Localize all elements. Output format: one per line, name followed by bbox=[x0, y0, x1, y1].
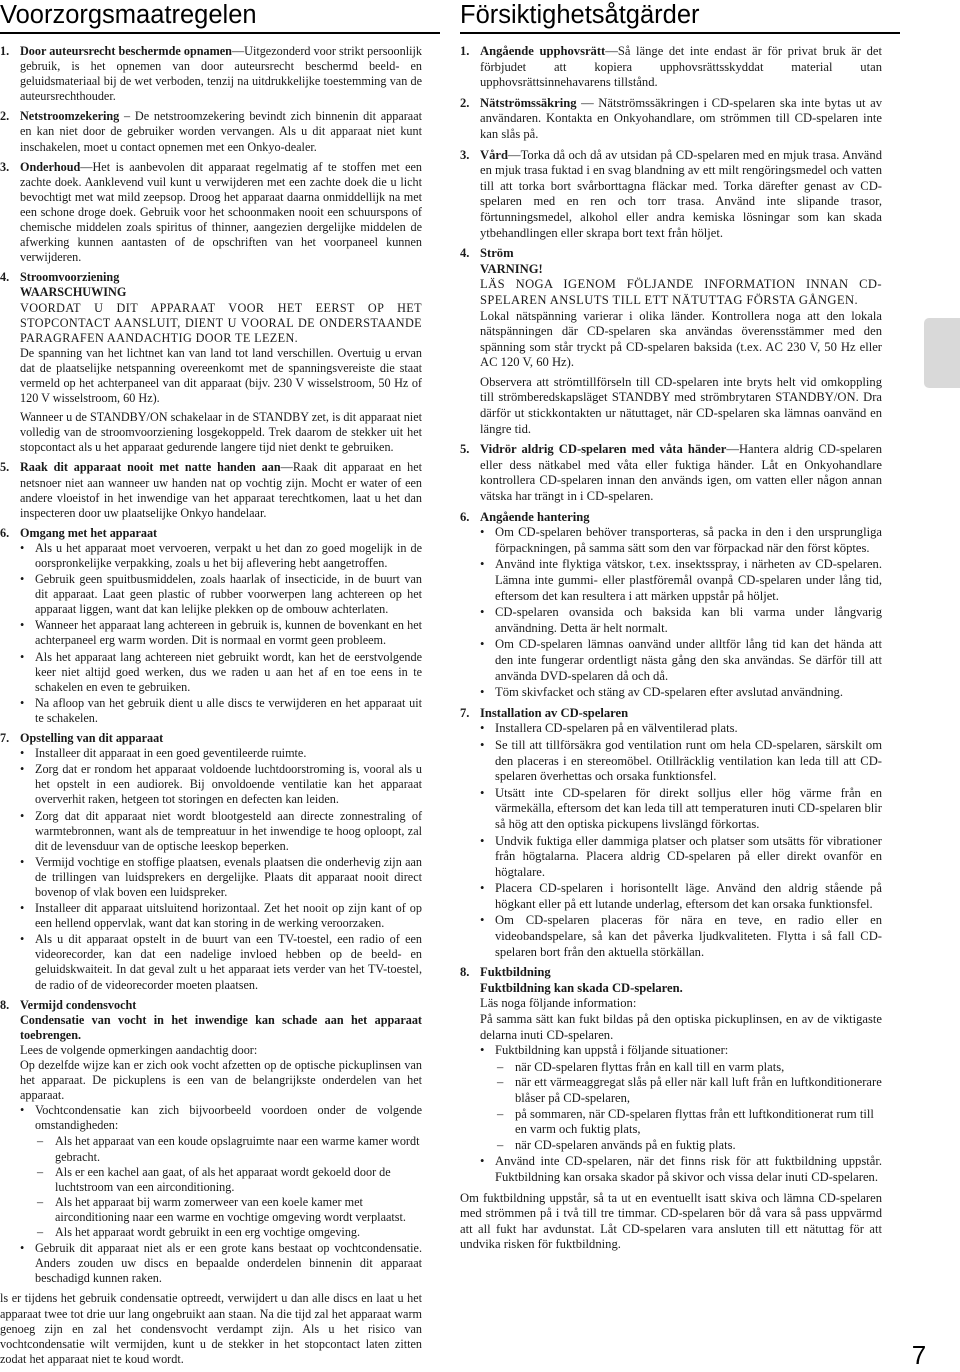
bullet-item: • Om CD-spelaren lämnas oanvänd under alltför lång tid kan det hända att den inte fungerar ordentligt nästa gång den ska användas. Se därför till att använda DVD-spelaren då och då. bbox=[480, 637, 882, 684]
section-paragraph: Lokal nätspänning varierar i olika länder. Kontrollera noga att den lokala nätspänningen där CD-spelaren ska användas överensstämmer med den spänning som står tryckt på CD-spelaren baksida (t.ex. AC 230 V, 50 Hz eller AC 120 V, 60 Hz). bbox=[480, 308, 882, 370]
bullet-item: • Zorg dat dit apparaat niet wordt blootgesteld aan directe zonnestraling of warmtebronnen, want als de tempreatuur in het inwendige te hoog oploopt, zal dit de levensduur van de optische leeskop beperken. bbox=[20, 809, 422, 854]
dash-item: – Als het apparaat bij warm zomerweer van een koele kamer met airconditioning naar een warme en vochtige omgeving wordt verplaatst. bbox=[35, 1195, 422, 1225]
section-number: 7. bbox=[460, 705, 470, 720]
section-3 bbox=[0, 160, 422, 266]
warning-title: VARNING! bbox=[480, 261, 543, 276]
dash-item: – på sommaren, när CD-spelaren flyttas från ett luftkonditionerat rum till en varm och fuktig plats, bbox=[495, 1107, 882, 1138]
section-title: Ström bbox=[480, 246, 514, 261]
section-title: Onderhoud bbox=[20, 159, 81, 174]
dash-item: – när ett värmeaggregat slås på eller när kall luft från en luftkonditionerare blåser på CD-spelaren, bbox=[495, 1075, 882, 1106]
section-number: 4. bbox=[0, 270, 10, 285]
section-title: Angående upphovsrätt bbox=[480, 44, 606, 58]
section-number: 2. bbox=[0, 109, 10, 124]
section-title: Nätströmssäkring bbox=[480, 95, 577, 110]
page-title-dutch: Voorzorgsmaatregelen bbox=[0, 1, 257, 29]
bullet-list bbox=[480, 721, 882, 960]
section-title: Vermijd condensvocht bbox=[20, 997, 137, 1012]
bullet-item: • Na afloop van het gebruik dient u alle discs te verwijderen en het apparaat uit te schakelen. bbox=[20, 696, 422, 726]
dash-item: – när CD-spelaren används på en fuktig plats. bbox=[495, 1138, 882, 1154]
bullet-list bbox=[480, 525, 882, 701]
bullet-item: • Töm skivfacket och stäng av CD-spelaren efter avslutad användning. bbox=[480, 685, 882, 701]
section-text: —Torka då och då av utsidan på CD-spelaren med en mjuk trasa. Använd en mjuk trasa fuktad i en svag blandning av ett milt rengöringsmedel och vatten till att torka bort svårborttagna fläckar med. Torka därefter genast av CD-spelaren med en ren och torr trasa. Använd inte slipande trasor, förtunningsmedel, alkohol eller andra kemiska lösningar som kan skada ytbehandlingen eller skrapa bort text från höljet. bbox=[480, 147, 882, 240]
intro-line: Läs noga följande information: bbox=[480, 996, 637, 1011]
bullet-item: • Placera CD-spelaren i horisontellt läge. Använd den aldrig stående på högkant eller på ett lutande underlag, eftersom det kan orsaka funktionsfel. bbox=[480, 881, 882, 912]
bullet-item: • Als u het apparaat moet vervoeren, verpakt u het dan zo goed mogelijk in de oorspronkelijke verpakking, zoals u het bij aflevering hebt aangetroffen. bbox=[20, 541, 422, 571]
section-7 bbox=[460, 706, 882, 961]
closing-paragraph: Om fuktbildning uppstår, så ta ut en eventuellt isatt skiva och lämna CD-spelaren med strömmen på i två till tre timmar. CD-spelaren bör då vara så pass uppvärmd att all fukt har avdunstat. Låt CD-spelaren vara ansluten till ett nätuttag för att undvika risken för fuktbildning. bbox=[460, 1190, 882, 1252]
section-paragraph bbox=[480, 148, 882, 242]
bullet-intro: • Vochtcondensatie kan zich bijvoorbeeld voordoen onder de volgende omstandigheden: bbox=[35, 1103, 422, 1133]
section-paragraph bbox=[480, 44, 882, 91]
intro-line: Lees de volgende opmerkingen aandachtig door: bbox=[20, 1042, 258, 1057]
section-title: Vård bbox=[480, 147, 508, 162]
page-title-swedish: Försiktighetsåtgärder bbox=[460, 1, 700, 29]
bullet-list bbox=[480, 1043, 882, 1185]
bullet-item: • Se till att tillförsäkra god ventilation runt om hela CD-spelaren, särskilt om den placeras i en stereomöbel. Otillräcklig ventilation kan leda till att CD-spelaren överhettas och orsaka funktionsfel. bbox=[480, 738, 882, 785]
section-5 bbox=[460, 442, 882, 504]
dash-list bbox=[495, 1060, 882, 1154]
bullet-item: • Vermijd vochtige en stoffige plaatsen, evenals plaatsen die onderhevig zijn aan de trillingen van luidsprekers en dergelijke. Plaats dit apparaat nooit direct bovenop of vlak boven een luidspreker. bbox=[20, 855, 422, 900]
section-paragraph bbox=[20, 44, 422, 104]
section-paragraph bbox=[20, 109, 422, 154]
section-text: —Så länge det inte endast är för privat bruk är det förbjudet att kopiera upphovsrättsskyddat material utan upphovsrättsinnehavarens tillstånd. bbox=[480, 44, 882, 90]
section-7 bbox=[0, 731, 422, 993]
section-paragraph bbox=[480, 442, 882, 504]
section-title: Installation av CD-spelaren bbox=[480, 705, 629, 720]
bullet-item: • Undvik fuktiga eller dammiga platser och platser som utsätts för vibrationer från högtalarna. Placera aldrig CD-spelaren på eller direkt ovanför en högtalare. bbox=[480, 834, 882, 881]
bullet-item: • Utsätt inte CD-spelaren för direkt solljus eller hög värme från en värmekälla, eftersom det kan leda till att temperaturen inuti CD-spelaren blir så hög att den optiska pickupens livslängd förkortas. bbox=[480, 786, 882, 833]
section-number: 3. bbox=[0, 159, 10, 174]
bullet-item: • Als u dit apparaat opstelt in de buurt van een TV-toestel, een radio of een videorecorder, kan dat een nadelige invloed hebben op de beeld- en geluidskwaiteit. In dat geval zult u het apparaat iets verder van het TV-toestel, de radio of de videorecorder moeten plaatsen. bbox=[20, 932, 422, 992]
section-number: 6. bbox=[460, 509, 470, 524]
section-number: 4. bbox=[460, 246, 470, 261]
bullet-item bbox=[20, 1103, 422, 1240]
section-text: —Het is aanbevolen dit apparaat regelmatig af te stoffen met een zachte doek. Aanklevend vuil kunt u verwijderen met een zachte doek die u licht bevochtigt met wat mild zeepsop. Droog het apparaat daarna onmiddellijk na met een schone droge doek. Gebruik voor het schoonmaken nooit een schuurspons of chemische middelen zoals spiritus of thinner, aangezien dergelijke middelen de afwerking kunnen aantasten of de opschriften van het voorpaneel kunnen verwijderen. bbox=[20, 159, 422, 265]
warning-text: LÄS NOGA IGENOM FÖLJANDE INFORMATION INNAN CD-SPELAREN ANSLUTS TILL ETT NÄTUTTAG FÖRSTA GÅNGEN. bbox=[480, 277, 882, 307]
bullet-item: • Installeer dit apparaat in een goed geventileerde ruimte. bbox=[20, 746, 422, 761]
section-number: 1. bbox=[460, 44, 470, 58]
section-title: Netstroomzekering bbox=[20, 109, 120, 124]
title-rule-right bbox=[460, 32, 900, 34]
section-text: —Hantera aldrig CD-spelaren eller dess nätkabel med våta eller fuktiga händer. Låt en Onkyohandlare kontrollera CD-spelaren innan den används igen, om vatten eller någon annan vätska har trängt in i CD-spelaren. bbox=[480, 442, 883, 504]
section-title: Vidrör aldrig CD-spelaren med våta händer bbox=[480, 442, 727, 457]
closing-paragraph: ls er tijdens het gebruik condensatie optreedt, verwijdert u dan alle discs en laat u het apparaat twee tot drie uur lang ongebruikt aan staan. Na die tijd zal het apparaat warm genoeg zijn en zal het condensvocht verdampt zijn. Als u het risico van vochtcondensatie wilt vermijden, kunt u de stekker in het stopcontact laten zitten zodat het apparaat niet te koud wordt. bbox=[0, 1291, 422, 1366]
section-subtitle: Condensatie van vocht in het inwendige kan schade aan het apparaat toebrengen. bbox=[20, 1012, 422, 1042]
section-number: 5. bbox=[0, 460, 10, 475]
bullet-list bbox=[20, 746, 422, 993]
bullet-item: • Använd inte CD-spelaren, när det finns risk för att fuktbildning uppstår. Fuktbildning kan orsaka skador på skivor och vissa delar inuti CD-spelaren. bbox=[480, 1154, 882, 1185]
dash-item: – Als er een kachel aan gaat, of als het apparaat wordt gekoeld door de luchtstroom van een airconditioning. bbox=[35, 1165, 422, 1195]
intro-line: På samma sätt kan fukt bildas på den optiska pickuplinsen, en av de viktigaste delarna inuti CD-spelaren. bbox=[480, 1012, 882, 1042]
section-2 bbox=[460, 96, 882, 143]
section-8 bbox=[0, 998, 422, 1287]
section-number: 8. bbox=[0, 997, 10, 1012]
swedish-column bbox=[460, 44, 882, 1253]
section-3 bbox=[460, 148, 882, 242]
section-5 bbox=[0, 460, 422, 520]
section-paragraph bbox=[480, 96, 882, 143]
section-number: 2. bbox=[460, 95, 470, 110]
section-6 bbox=[0, 526, 422, 726]
section-1 bbox=[0, 44, 422, 104]
bullet-item: • Als het apparaat lang achtereen niet gebruikt wordt, kan het de eerstvolgende keer niet altijd goed werken, dus we raden u aan het af en toe eens in te schakelen en even te gebruiken. bbox=[20, 650, 422, 695]
section-subtitle: Fuktbildning kan skada CD-spelaren. bbox=[480, 980, 683, 995]
bullet-item: • Använd inte flyktiga vätskor, t.ex. insektsspray, i närheten av CD-spelaren. Lämna inte gummi- eller plastföremål ovanpå CD-spelaren under lång tid, eftersom det kan resultera i att märken uppstår på höljet. bbox=[480, 557, 882, 604]
bullet-item: • Om CD-spelaren placeras för nära en teve, en radio eller en videobandspelare, så kan det påverka ljudkvaliteten. Flytta i så fall CD-spelaren bort från den aktuella störkällan. bbox=[480, 913, 882, 960]
section-4 bbox=[0, 270, 422, 455]
section-title: Stroomvoorziening bbox=[20, 270, 120, 285]
title-rule-left bbox=[0, 32, 440, 34]
bullet-item: • Zorg dat er rondom het apparaat voldoende luchtdoorstroming is, vooral als u het opstelt in een audiorek. Bij onvoldoende ventilatie kan het apparaat oververhit raken, hetgeen tot storingen en defecten kan leiden. bbox=[20, 762, 422, 807]
dash-item: – när CD-spelaren flyttas från en kall till en varm plats, bbox=[495, 1060, 882, 1076]
bullet-item: • CD-spelaren ovansida och baksida kan bli varma under långvarig användning. Detta är helt normalt. bbox=[480, 605, 882, 636]
section-paragraph: Observera att strömtillförseln till CD-spelaren inte bryts helt vid omkoppling till strömberedskapsläget STANDBY med strömbrytaren STANDBY/ON. Dra därför ut stickkontakten ur nätuttaget, när CD-spelaren ska lämnas oanvänd en längre tid. bbox=[480, 374, 882, 436]
section-title: Door auteursrecht beschermde opnamen bbox=[20, 44, 232, 58]
bullet-item: • Om CD-spelaren behöver transporteras, så packa in den i den ursprungliga förpackningen, på samma sätt som den var förpackad när den först köptes. bbox=[480, 525, 882, 556]
dash-list bbox=[35, 1134, 422, 1240]
section-title: Omgang met het apparaat bbox=[20, 525, 158, 540]
section-title: Opstelling van dit apparaat bbox=[20, 731, 164, 746]
section-2 bbox=[0, 109, 422, 154]
section-number: 6. bbox=[0, 525, 10, 540]
bullet-item: • Gebruik dit apparaat niet als er een grote kans bestaat op vochtcondensatie. Anders zouden uw discs en bepaalde onderdelen binnenin dit apparaat beschadigd kunnen raken. bbox=[20, 1241, 422, 1286]
warning-text: VOORDAT U DIT APPARAAT VOOR HET EERST OP HET STOPCONTACT AANSLUIT, DIENT U VOORAL DE ONDERSTAANDE PARAGRAFEN AANDACHTIG DOOR TE LEZEN. bbox=[20, 300, 422, 345]
section-number: 8. bbox=[460, 965, 470, 980]
bullet-list bbox=[20, 541, 422, 726]
bullet-item: • Wanneer het apparaat lang achtereen in gebruik is, kunnen de bovenkant en het achterpaneel erg warm worden. Dit is normaal en vormt geen probleem. bbox=[20, 618, 422, 648]
section-paragraph: De spanning van het lichtnet kan van land tot land verschillen. Overtuig u ervan dat de plaatselijke netspanning overeenkomt met de spanningsvereiste die staat vermeld op het achterpaneel van dit apparaat (bijv. 230 V wisselstroom, 50 Hz of 120 V wisselstroom, 60 Hz). bbox=[20, 345, 422, 406]
section-text: – De netstroomzekering bevindt zich binnenin dit apparaat en kan niet door de gebruiker worden vervangen. Als u dit apparaat niet kunt inschakelen, moet u contact opnemen met een Onkyo-dealer. bbox=[20, 109, 422, 154]
bullet-list bbox=[20, 1103, 422, 1286]
bullet-intro: • Fuktbildning kan uppstå i följande situationer: bbox=[495, 1043, 729, 1058]
bullet-item: • Installera CD-spelaren på en välventilerad plats. bbox=[480, 721, 882, 737]
section-text: —Uitgezonderd voor strikt persoonlijk gebruik, is het opnemen van door auteursrecht beschermd beeld- en geluidsmateriaal bij de wet verboden, tenzij na uitdrukkelijke toestemming van de auteursrechthouder. bbox=[20, 44, 422, 104]
bullet-item: • Installeer dit apparaat uitsluitend horizontaal. Zet het nooit op zijn kant of op een hellend oppervlak, want dat kan storing in de werking veroorzaken. bbox=[20, 901, 422, 931]
section-title: Raak dit apparaat nooit met natte handen aan bbox=[20, 460, 281, 475]
dash-item: – Als het apparaat van een koude opslagruimte naar een warme kamer wordt gebracht. bbox=[35, 1134, 422, 1164]
intro-line: Op dezelfde wijze kan er zich ook vocht afzetten op de optische pickuplinsen van het apparaat. De pickuplens is een van de belangrijkste onderdelen van het apparaat. bbox=[20, 1058, 422, 1103]
page-number: 7 bbox=[911, 1340, 927, 1370]
section-number: 3. bbox=[460, 147, 470, 162]
section-title: Angående hantering bbox=[480, 509, 590, 524]
section-4 bbox=[460, 246, 882, 437]
bullet-item: • Gebruik geen spuitbusmiddelen, zoals haarlak of insecticide, in de buurt van dit apparaat. Laat geen plastic of rubber voorwerpen lang achtereen op het apparaat liggen, want dat kan lelijke plekken op de ombouw achterlaten. bbox=[20, 572, 422, 617]
section-number: 1. bbox=[0, 44, 10, 58]
section-1 bbox=[460, 44, 882, 91]
section-number: 7. bbox=[0, 731, 10, 746]
dutch-column bbox=[0, 44, 422, 1367]
section-text: —Raak dit apparaat en het netsnoer niet aan wanneer uw handen nat op vochtig zijn. Mocht er water of een andere vloeistof in het inwendige van het apparaat terechtkomen, laat u het dan inspecteren door uw plaatselijke Onkyo handelaar. bbox=[20, 460, 422, 520]
section-number: 5. bbox=[460, 442, 470, 457]
section-thumb-tab bbox=[924, 318, 960, 388]
section-paragraph bbox=[20, 160, 422, 266]
section-6 bbox=[460, 510, 882, 701]
section-8 bbox=[460, 965, 882, 1185]
section-paragraph bbox=[20, 460, 422, 520]
section-title: Fuktbildning bbox=[480, 965, 551, 980]
bullet-item bbox=[480, 1043, 882, 1153]
section-text: — Nätströmssäkringen i CD-spelaren ska inte bytas ut av användaren. Kontakta en Onkyohandlare, om strömmen till CD-spelaren inte kan slås på. bbox=[480, 95, 882, 141]
warning-title: WAARSCHUWING bbox=[20, 285, 127, 300]
section-paragraph: Wanneer u de STANDBY/ON schakelaar in de STANDBY zet, is dit apparaat niet volledig van de stroomvoorziening losgekoppeld. Trek daarom de stekker uit het stopcontact als u het apparaat gedurende langere tijd niet denkt te gebruiken. bbox=[20, 410, 422, 455]
dash-item: – Als het apparaat wordt gebruikt in een erg vochtige omgeving. bbox=[35, 1225, 422, 1240]
